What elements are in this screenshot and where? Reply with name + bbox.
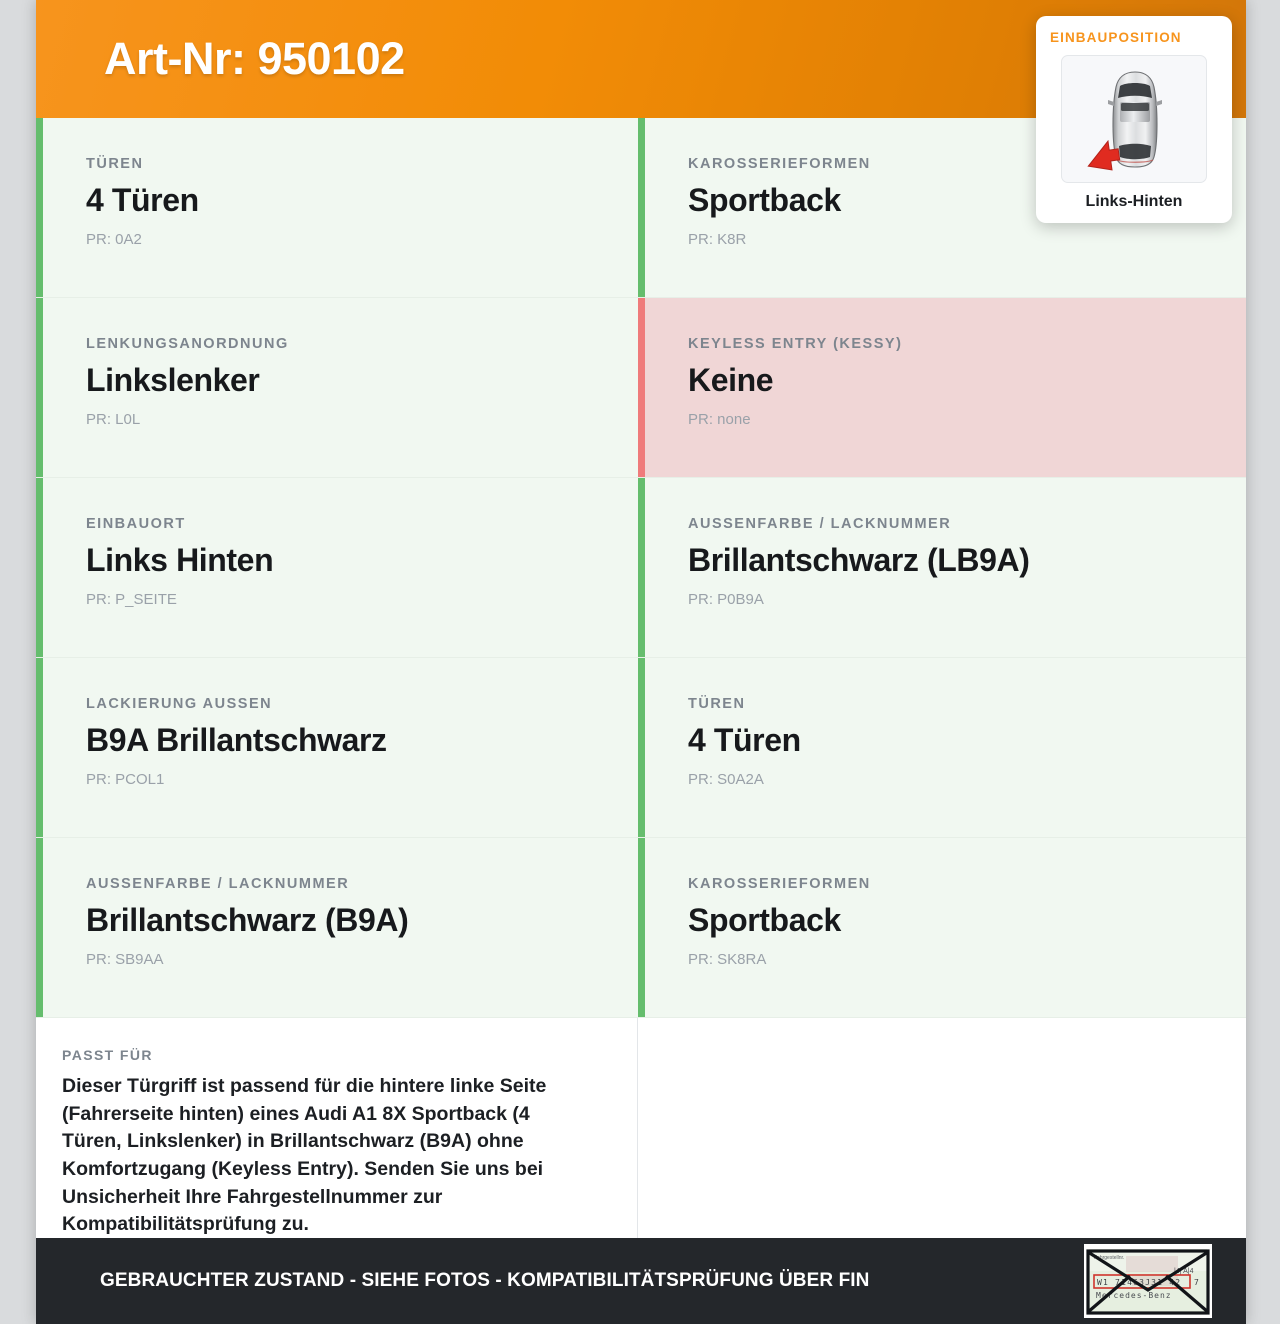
spec-label: KAROSSERIEFORMEN — [688, 876, 871, 892]
page-footer — [36, 1238, 1246, 1324]
spec-cell — [638, 658, 1246, 838]
spec-value: Sportback — [688, 182, 841, 218]
install-position-caption: Links-Hinten — [1085, 193, 1183, 210]
svg-text:W1 71463J31 42: W1 71463J31 42 — [1097, 1278, 1182, 1287]
spec-label: TÜREN — [688, 696, 746, 712]
spec-label: LACKIERUNG AUSSEN — [86, 696, 273, 712]
spec-value: Brillantschwarz (LB9A) — [688, 542, 1030, 578]
spec-cell — [36, 658, 638, 838]
spec-pr-code: PR: 0A2 — [86, 231, 142, 249]
page-title: Art-Nr: 950102 — [104, 33, 405, 84]
spec-pr-code: PR: L0L — [86, 411, 141, 429]
spec-label: TÜREN — [86, 156, 144, 172]
spec-pr-code: PR: SB9AA — [86, 951, 164, 969]
fits-for-content — [36, 1018, 638, 1259]
spec-cell — [36, 298, 638, 478]
spec-pr-code: PR: K8R — [688, 231, 747, 249]
svg-text:Fahrgestellnr.: Fahrgestellnr. — [1094, 1255, 1125, 1261]
car-top-view-thumbnail — [1061, 55, 1207, 183]
spec-cell — [36, 478, 638, 658]
fits-for-section — [36, 1018, 1246, 1259]
spec-label: AUSSENFARBE / LACKNUMMER — [86, 876, 350, 892]
svg-text:Mercedes-Benz: Mercedes-Benz — [1096, 1291, 1172, 1300]
spec-value: 4 Türen — [86, 182, 199, 218]
spec-cell — [36, 118, 638, 298]
spec-label: KEYLESS ENTRY (KESSY) — [688, 336, 903, 352]
spec-grid — [36, 118, 1246, 1018]
product-spec-sheet — [36, 0, 1246, 1324]
spec-value: B9A Brillantschwarz — [86, 722, 387, 758]
spec-value: Linkslenker — [86, 362, 260, 398]
spec-pr-code: PR: none — [688, 411, 751, 429]
fits-for-description: Dieser Türgriff ist passend für die hintere linke Seite (Fahrerseite hinten) eines Audi A1 8X Sportback (4 Türen, Linkslenker) in Brillantschwarz (B9A) ohne Komfortzugang (Keyless Entry). Senden Sie uns bei Unsicherheit Ihre Fahrgestellnummer zur Kompatibilitätsprüfung zu. — [62, 1075, 547, 1236]
fits-for-spacer — [638, 1018, 1246, 1259]
svg-text:|4| A|4: |4| A|4 — [1174, 1268, 1194, 1275]
car-top-view-icon — [1062, 56, 1207, 183]
spec-pr-code: PR: S0A2A — [688, 771, 764, 789]
install-position-title: EINBAUPOSITION — [1050, 30, 1182, 45]
spec-cell — [638, 478, 1246, 658]
spec-pr-code: PR: PCOL1 — [86, 771, 165, 789]
envelope-vin-document-icon — [1084, 1244, 1212, 1318]
spec-value: Brillantschwarz (B9A) — [86, 902, 409, 938]
spec-cell — [36, 838, 638, 1018]
fits-for-label: PASST FÜR — [62, 1047, 153, 1063]
footer-notice: GEBRAUCHTER ZUSTAND - SIEHE FOTOS - KOMPATIBILITÄTSPRÜFUNG ÜBER FIN — [100, 1270, 870, 1291]
spec-value: Keine — [688, 362, 774, 398]
spec-label: LENKUNGSANORDNUNG — [86, 336, 289, 352]
install-position-card — [1036, 16, 1232, 223]
spec-pr-code: PR: P_SEITE — [86, 591, 177, 609]
spec-label: AUSSENFARBE / LACKNUMMER — [688, 516, 952, 532]
svg-text:7: 7 — [1194, 1278, 1199, 1287]
spec-label: EINBAUORT — [86, 516, 186, 532]
spec-cell — [638, 838, 1246, 1018]
spec-value: 4 Türen — [688, 722, 801, 758]
spec-label: KAROSSERIEFORMEN — [688, 156, 871, 172]
spec-cell-mismatch — [638, 298, 1246, 478]
spec-pr-code: PR: P0B9A — [688, 591, 764, 609]
spec-pr-code: PR: SK8RA — [688, 951, 767, 969]
spec-value: Sportback — [688, 902, 841, 938]
spec-value: Links Hinten — [86, 542, 274, 578]
